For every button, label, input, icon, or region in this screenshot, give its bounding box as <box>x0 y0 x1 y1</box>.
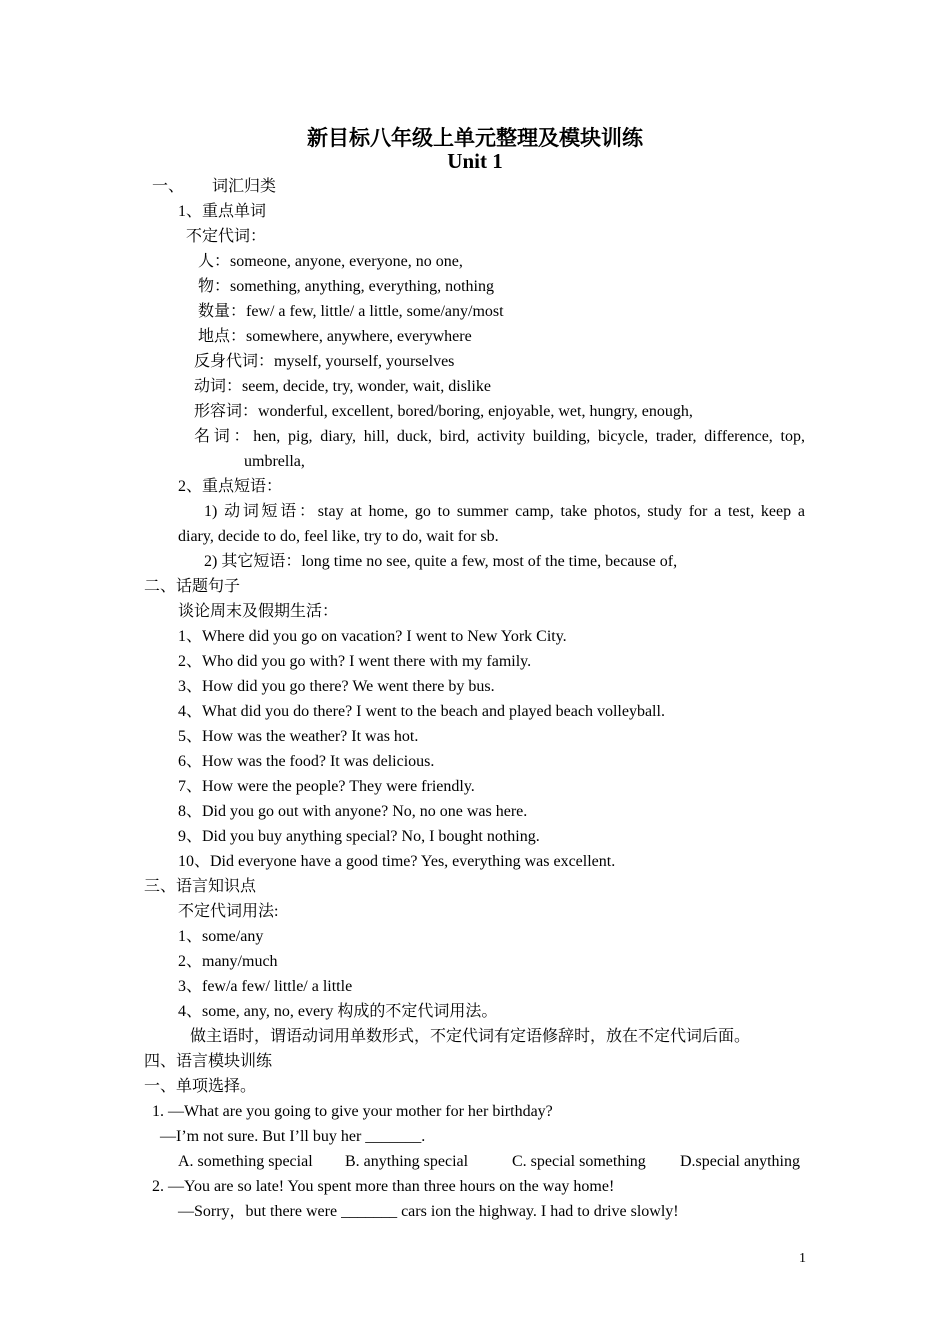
topic-sentence: 5、How was the weather? It was hot. <box>178 728 419 745</box>
person-pronouns: 人：someone, anyone, everyone, no one, <box>198 253 463 270</box>
topic-sentence: 3、How did you go there? We went there by bus. <box>178 678 495 695</box>
knowledge-point: 4、some, any, no, every 构成的不定代词用法。 <box>178 1003 498 1020</box>
question-1-option-b: B. anything special <box>345 1153 469 1170</box>
topic-sentence: 10、Did everyone have a good time? Yes, everything was excellent. <box>178 853 616 870</box>
topic-sentence: 7、How were the people? They were friendly. <box>178 778 475 795</box>
indefinite-pronouns-label: 不定代词： <box>186 228 267 245</box>
section3-heading: 三、语言知识点 <box>144 878 257 895</box>
section2-intro: 谈论周末及假期生活： <box>178 603 339 620</box>
section3-intro: 不定代词用法: <box>178 903 279 920</box>
key-phrases-heading: 2、重点短语： <box>178 478 283 495</box>
key-words-heading: 1、重点单词 <box>178 203 267 220</box>
unit-title: Unit 1 <box>447 149 503 173</box>
topic-sentence: 8、Did you go out with anyone? No, no one was here. <box>178 803 528 820</box>
reflexive-pronouns: 反身代词：myself, yourself, yourselves <box>194 353 455 370</box>
section2-heading: 二、话题句子 <box>144 578 241 595</box>
multiple-choice-heading: 一、单项选择。 <box>144 1078 257 1095</box>
topic-sentence: 1、Where did you go on vacation? I went to New York City. <box>178 628 567 645</box>
document-title: 新目标八年级上单元整理及模块训练 <box>307 126 643 150</box>
quantity-pronouns: 数量：few/ a few, little/ a little, some/any/most <box>198 303 504 320</box>
nouns-list-line2: umbrella, <box>244 453 305 470</box>
adjectives-list: 形容词：wonderful, excellent, bored/boring, enjoyable, wet, hungry, enough, <box>194 403 693 420</box>
verb-phrases-line2: diary, decide to do, feel like, try to do, wait for sb. <box>178 528 499 545</box>
topic-sentence: 9、Did you buy anything special? No, I bought nothing. <box>178 828 540 845</box>
question-1-option-d: D.special anything <box>680 1153 800 1170</box>
question-2: 2. —You are so late! You spent more than three hours on the way home! <box>152 1178 615 1195</box>
knowledge-point: 1、some/any <box>178 928 264 945</box>
topic-sentence: 2、Who did you go with? I went there with my family. <box>178 653 532 670</box>
topic-sentence: 4、What did you do there? I went to the beach and played beach volleyball. <box>178 703 665 720</box>
knowledge-point: 2、many/much <box>178 953 278 970</box>
knowledge-point: 3、few/a few/ little/ a little <box>178 978 353 995</box>
section1-heading: 词汇归类 <box>212 178 277 195</box>
verbs-list: 动词：seem, decide, try, wonder, wait, dislike <box>194 378 491 395</box>
topic-sentence: 6、How was the food? It was delicious. <box>178 753 435 770</box>
other-phrases: 2) 其它短语：long time no see, quite a few, most of the time, because of, <box>204 553 678 570</box>
verb-phrases-line1: 1) 动词短语：stay at home, go to summer camp, take photos, study for a test, keep a <box>204 503 805 520</box>
question-1-option-a: A. something special <box>178 1153 313 1170</box>
question-1-answer-line: —I’m not sure. But I’ll buy her _______. <box>160 1128 426 1145</box>
nouns-list-line1: 名词：hen, pig, diary, hill, duck, bird, activity building, bicycle, trader, difference, top, <box>194 428 805 445</box>
question-1: 1. —What are you going to give your mother for her birthday? <box>152 1103 553 1120</box>
section1-number: 一、 <box>152 178 185 195</box>
usage-note: 做主语时，谓语动词用单数形式，不定代词有定语修辞时，放在不定代词后面。 <box>190 1028 751 1045</box>
page-number: 1 <box>799 1251 806 1266</box>
question-2-answer-line: —Sorry，but there were _______ cars ion the highway. I had to drive slowly! <box>178 1203 679 1220</box>
question-1-option-c: C. special something <box>512 1153 646 1170</box>
section4-heading: 四、语言模块训练 <box>144 1053 273 1070</box>
place-pronouns: 地点：somewhere, anywhere, everywhere <box>198 328 472 345</box>
thing-pronouns: 物：something, anything, everything, nothing <box>198 278 494 295</box>
